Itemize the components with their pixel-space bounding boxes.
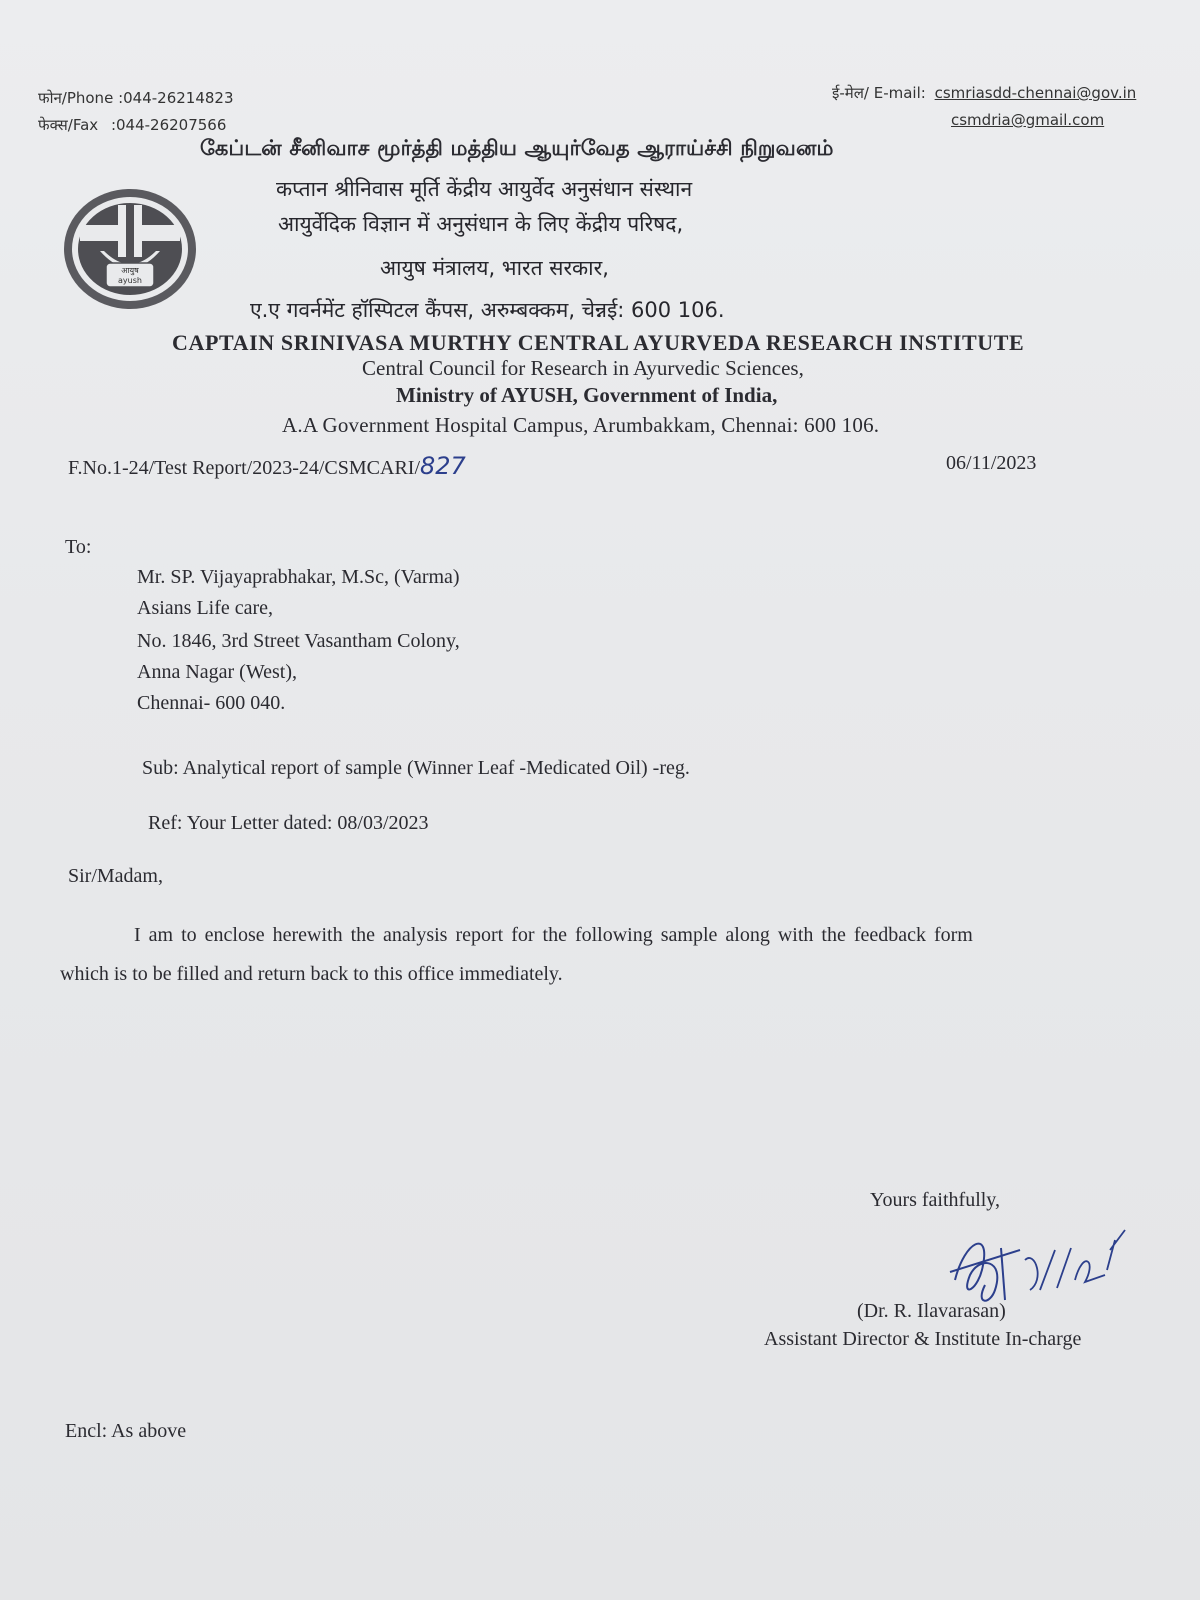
phone-line bbox=[38, 88, 234, 108]
logo-text-top: आयुष bbox=[121, 266, 139, 275]
ministry-hindi: आयुष मंत्रालय, भारत सरकार, bbox=[380, 256, 609, 280]
file-number-printed: F.No.1-24/Test Report/2023-24/CSMCARI/ bbox=[68, 457, 421, 479]
file-number-handwritten: 827 bbox=[420, 452, 466, 480]
body-line: I am to enclose herewith the analysis report for the following sample along with the feedback form bbox=[134, 924, 973, 946]
letter-date: 06/11/2023 bbox=[946, 452, 1037, 474]
phone-value: :044-26214823 bbox=[118, 89, 234, 107]
institute-name-hindi: कप्तान श्रीनिवास मूर्ति केंद्रीय आयुर्वेद अनुसंधान संस्थान bbox=[276, 177, 693, 201]
fax-label: फेक्स/Fax bbox=[38, 116, 99, 134]
enclosure: Encl: As above bbox=[65, 1420, 187, 1442]
ministry-english: Ministry of AYUSH, Government of India, bbox=[396, 383, 778, 407]
signatory-name: (Dr. R. Ilavarasan) bbox=[857, 1300, 1006, 1322]
file-number bbox=[68, 452, 466, 480]
closing: Yours faithfully, bbox=[870, 1189, 1001, 1211]
logo-text-bottom: ayush bbox=[118, 276, 142, 285]
email-secondary[interactable]: csmdria@gmail.com bbox=[951, 111, 1105, 129]
reference-line: Ref: Your Letter dated: 08/03/2023 bbox=[148, 812, 429, 834]
email-label: ई-मेल/ E-mail: bbox=[832, 84, 926, 102]
recipient-line: Mr. SP. Vijayaprabhakar, M.Sc, (Varma) bbox=[137, 566, 460, 588]
council-name-hindi: आयुर्वेदिक विज्ञान में अनुसंधान के लिए केंद्रीय परिषद, bbox=[278, 212, 684, 236]
institute-name-tamil: கேப்டன் சீனிவாச மூர்த்தி மத்திய ஆயுர்வேத ஆராய்ச்சி நிறுவனம் bbox=[200, 136, 834, 160]
email-primary[interactable]: csmriasdd-chennai@gov.in bbox=[934, 84, 1137, 102]
body-line: which is to be filled and return back to this office immediately. bbox=[60, 963, 563, 985]
salutation: Sir/Madam, bbox=[68, 865, 163, 887]
phone-label: फोन/Phone bbox=[38, 89, 114, 107]
fax-line bbox=[38, 115, 226, 135]
to-label: To: bbox=[65, 536, 92, 558]
ayush-logo bbox=[60, 185, 200, 313]
recipient-line: Anna Nagar (West), bbox=[137, 661, 297, 683]
subject-line: Sub: Analytical report of sample (Winner Leaf -Medicated Oil) -reg. bbox=[142, 757, 690, 779]
address-hindi: ए.ए गवर्नमेंट हॉस्पिटल कैंपस, अरुम्बक्कम, चेन्नई: 600 106. bbox=[250, 298, 725, 322]
fax-value: :044-26207566 bbox=[110, 116, 227, 134]
institute-name-english: CAPTAIN SRINIVASA MURTHY CENTRAL AYURVEDA RESEARCH INSTITUTE bbox=[172, 330, 1025, 355]
address-english: A.A Government Hospital Campus, Arumbakkam, Chennai: 600 106. bbox=[282, 413, 880, 437]
recipient-line: Asians Life care, bbox=[137, 597, 274, 619]
recipient-line: No. 1846, 3rd Street Vasantham Colony, bbox=[137, 630, 460, 652]
council-name-english: Central Council for Research in Ayurvedic Sciences, bbox=[362, 356, 804, 380]
email-line bbox=[832, 83, 1136, 103]
signatory-title: Assistant Director & Institute In-charge bbox=[764, 1328, 1082, 1350]
recipient-line: Chennai- 600 040. bbox=[137, 692, 286, 714]
